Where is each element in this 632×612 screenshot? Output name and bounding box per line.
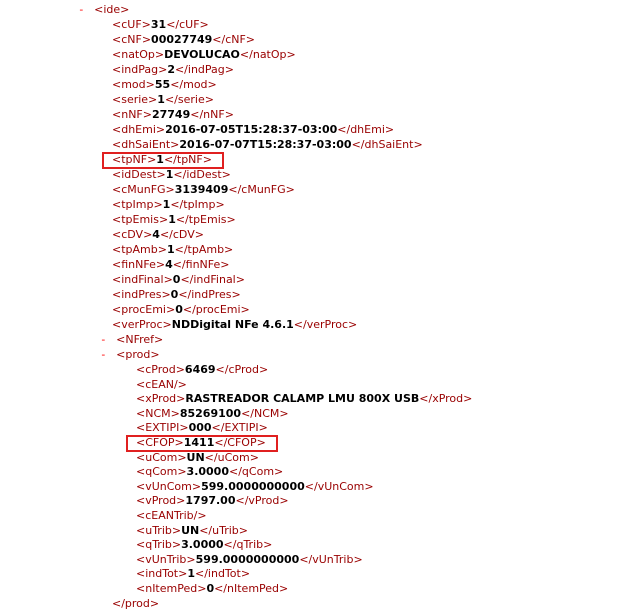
xml-value: 0	[175, 303, 183, 316]
xml-element-tpAmb	[112, 243, 233, 258]
xml-open-tag: <indFinal>	[112, 273, 173, 286]
nfref-node-header	[100, 333, 163, 348]
xml-open-tag: <finNFe>	[112, 258, 166, 271]
xml-value: 6469	[184, 363, 216, 376]
xml-value: 27749	[151, 108, 191, 121]
xml-value: RASTREADOR CALAMP LMU 800X USB	[185, 392, 420, 406]
xml-element-procEmi	[112, 303, 250, 318]
xml-open-tag: <serie>	[112, 93, 158, 106]
collapse-toggle-nfref[interactable]: -	[100, 333, 107, 346]
xml-value: 1	[166, 243, 175, 256]
ide-node-header	[78, 3, 129, 18]
xml-element-serie	[112, 93, 214, 108]
xml-element-mod	[112, 78, 217, 93]
xml-close-tag: </indPres>	[178, 288, 241, 301]
xml-close-tag: </uTrib>	[199, 523, 248, 537]
xml-open-tag: <tpImp>	[112, 198, 163, 211]
xml-open-tag: <tpNF>	[112, 153, 157, 166]
prod-close-line	[112, 597, 159, 612]
xml-open-tag: <tpAmb>	[112, 243, 167, 256]
xml-open-tag: <tpEmis>	[112, 213, 169, 226]
highlight-box-tpNF	[102, 152, 224, 169]
xml-value: 599.0000000000	[201, 479, 305, 493]
xml-element-natOp	[112, 48, 296, 63]
xml-open-tag: <qTrib>	[136, 538, 182, 552]
xml-open-tag: <CFOP>	[136, 436, 184, 449]
xml-close-tag: </tpNF>	[163, 153, 212, 166]
xml-element-cDV	[112, 228, 204, 243]
xml-close-tag: </tpEmis>	[175, 213, 236, 226]
xml-element-cMunFG	[112, 183, 295, 198]
xml-close-tag: </tpAmb>	[174, 243, 234, 256]
xml-value: 000	[188, 421, 212, 435]
xml-value: DEVOLUCAO	[164, 48, 240, 61]
xml-close-tag: </NCM>	[241, 406, 289, 420]
xml-close-tag: </mod>	[170, 78, 217, 91]
xml-element-cNF	[112, 33, 255, 48]
xml-value: 2	[167, 63, 175, 76]
xml-element-cEANTrib	[136, 509, 207, 524]
xml-open-tag: <uCom>	[136, 450, 187, 464]
xml-open-tag: <verProc>	[112, 318, 172, 331]
collapse-toggle-ide[interactable]: -	[78, 3, 85, 16]
xml-open-tag: <idDest>	[112, 168, 166, 181]
xml-value: 31	[150, 18, 167, 31]
xml-open-tag: <nNF>	[112, 108, 152, 121]
xml-close-tag: </uCom>	[204, 450, 259, 464]
xml-close-tag: </natOp>	[239, 48, 296, 61]
xml-open-tag: <vUnTrib>	[136, 552, 196, 566]
xml-close-tag: </indTot>	[195, 567, 251, 581]
xml-close-tag: </dhEmi>	[337, 123, 395, 136]
xml-close-tag: </vUnCom>	[304, 479, 374, 493]
xml-open-tag: <indPag>	[112, 63, 168, 76]
prod-open-tag: <prod>	[116, 348, 160, 361]
xml-open-tag: <indTot>	[136, 567, 188, 581]
xml-open-tag: <xProd>	[136, 392, 186, 406]
xml-open-tag: <indPres>	[112, 288, 171, 301]
xml-close-tag: </cProd>	[215, 363, 269, 376]
xml-value: 599.0000000000	[195, 552, 300, 566]
xml-element-cEAN	[136, 378, 187, 393]
xml-open-tag: <dhSaiEnt>	[112, 138, 180, 151]
xml-close-tag: </serie>	[164, 93, 214, 106]
xml-close-tag: </dhSaiEnt>	[351, 138, 423, 151]
xml-close-tag: </cUF>	[166, 18, 209, 31]
xml-value: 3.0000	[181, 538, 224, 552]
xml-open-tag: <cNF>	[112, 33, 152, 46]
xml-element-NCM	[136, 407, 289, 422]
xml-close-tag: </nNF>	[190, 108, 234, 121]
xml-close-tag: </EXTIPI>	[211, 421, 268, 435]
xml-close-tag: </cNF>	[212, 33, 256, 46]
xml-element-qCom	[136, 465, 283, 480]
xml-open-tag: <mod>	[112, 78, 155, 91]
xml-close-tag: </qTrib>	[223, 538, 273, 552]
xml-close-tag: </indPag>	[174, 63, 234, 76]
xml-value: 55	[154, 78, 171, 91]
xml-element-idDest	[112, 168, 231, 183]
xml-open-tag: <cUF>	[112, 18, 151, 31]
xml-open-tag: <NCM>	[136, 406, 180, 420]
xml-element-indTot	[136, 567, 250, 582]
xml-close-tag: </finNFe>	[172, 258, 230, 271]
xml-open-tag: <procEmi>	[112, 303, 176, 316]
highlight-box-CFOP	[126, 435, 278, 452]
collapse-toggle-prod[interactable]: -	[100, 348, 107, 361]
xml-close-tag: </cMunFG>	[228, 183, 295, 196]
xml-value: 3.0000	[186, 465, 229, 479]
xml-close-tag: </xProd>	[419, 392, 473, 406]
xml-element-indFinal	[112, 273, 245, 288]
xml-close-tag: </idDest>	[173, 168, 231, 181]
xml-value: 0	[206, 582, 215, 595]
xml-value: 1	[162, 198, 171, 211]
xml-value: NDDigital NFe 4.6.1	[171, 318, 294, 331]
xml-value: 1	[156, 153, 164, 166]
xml-close-tag: </cDV>	[159, 228, 204, 241]
xml-tag: <cEAN/>	[136, 377, 187, 391]
xml-close-tag: </procEmi>	[182, 303, 250, 316]
xml-close-tag: </indFinal>	[180, 273, 245, 286]
xml-value: UN	[186, 450, 205, 464]
xml-element-tpEmis	[112, 213, 236, 228]
xml-element-finNFe	[112, 258, 229, 273]
xml-open-tag: <vUnCom>	[136, 479, 202, 493]
xml-open-tag: <EXTIPI>	[136, 421, 189, 435]
xml-value: 2016-07-07T15:28:37-03:00	[179, 138, 352, 151]
xml-value: UN	[181, 523, 200, 537]
xml-value: 1	[165, 168, 174, 181]
xml-value: 1411	[183, 436, 215, 449]
xml-value: 0	[170, 288, 179, 301]
xml-element-vUnTrib	[136, 553, 363, 568]
xml-close-tag: </tpImp>	[170, 198, 225, 211]
xml-close-tag: </verProc>	[293, 318, 358, 331]
xml-element-uTrib	[136, 524, 248, 539]
xml-element-xProd	[136, 392, 472, 407]
xml-close-tag: </vProd>	[235, 494, 289, 508]
xml-value: 4	[165, 258, 173, 271]
xml-open-tag: <cDV>	[112, 228, 153, 241]
nfref-open-tag: <NFref>	[116, 333, 164, 346]
xml-element-indPres	[112, 288, 241, 303]
xml-value: 3139409	[174, 183, 229, 196]
prod-node-header	[100, 348, 160, 363]
xml-element-uCom	[136, 451, 259, 466]
xml-element-nItemPed	[136, 582, 288, 597]
xml-open-tag: <cProd>	[136, 363, 185, 376]
xml-element-verProc	[112, 318, 357, 333]
xml-element-nNF	[112, 108, 234, 123]
ide-open-tag: <ide>	[94, 3, 130, 16]
xml-element-vUnCom	[136, 480, 374, 495]
xml-element-cUF	[112, 18, 209, 33]
xml-element-vProd	[136, 494, 289, 509]
xml-close-tag: </qCom>	[229, 465, 284, 479]
xml-element-cProd	[136, 363, 268, 378]
xml-open-tag: <vProd>	[136, 494, 186, 508]
xml-close-tag: </nItemPed>	[214, 582, 289, 595]
xml-open-tag: <nItemPed>	[136, 582, 207, 595]
xml-open-tag: <cMunFG>	[112, 183, 175, 196]
xml-open-tag: <uTrib>	[136, 523, 182, 537]
xml-open-tag: <qCom>	[136, 465, 187, 479]
xml-value: 00027749	[151, 33, 213, 46]
xml-element-tpImp	[112, 198, 225, 213]
xml-close-tag: </vUnTrib>	[299, 552, 363, 566]
xml-value: 4	[152, 228, 160, 241]
xml-element-indPag	[112, 63, 234, 78]
xml-element-qTrib	[136, 538, 272, 553]
xml-close-tag: </CFOP>	[214, 436, 266, 449]
xml-value: 1	[157, 93, 165, 106]
xml-element-dhSaiEnt	[112, 138, 423, 153]
xml-value: 1	[187, 567, 195, 581]
xml-value: 2016-07-05T15:28:37-03:00	[165, 123, 338, 136]
xml-value: 85269100	[179, 406, 242, 420]
xml-element-dhEmi	[112, 123, 394, 138]
xml-value: 1	[168, 213, 176, 226]
prod-close-tag: </prod>	[112, 597, 160, 610]
xml-tag: <cEANTrib/>	[136, 509, 207, 522]
xml-open-tag: <dhEmi>	[112, 123, 166, 136]
xml-value: 1797.00	[185, 494, 236, 508]
xml-value: 0	[172, 273, 181, 286]
xml-open-tag: <natOp>	[112, 48, 165, 61]
